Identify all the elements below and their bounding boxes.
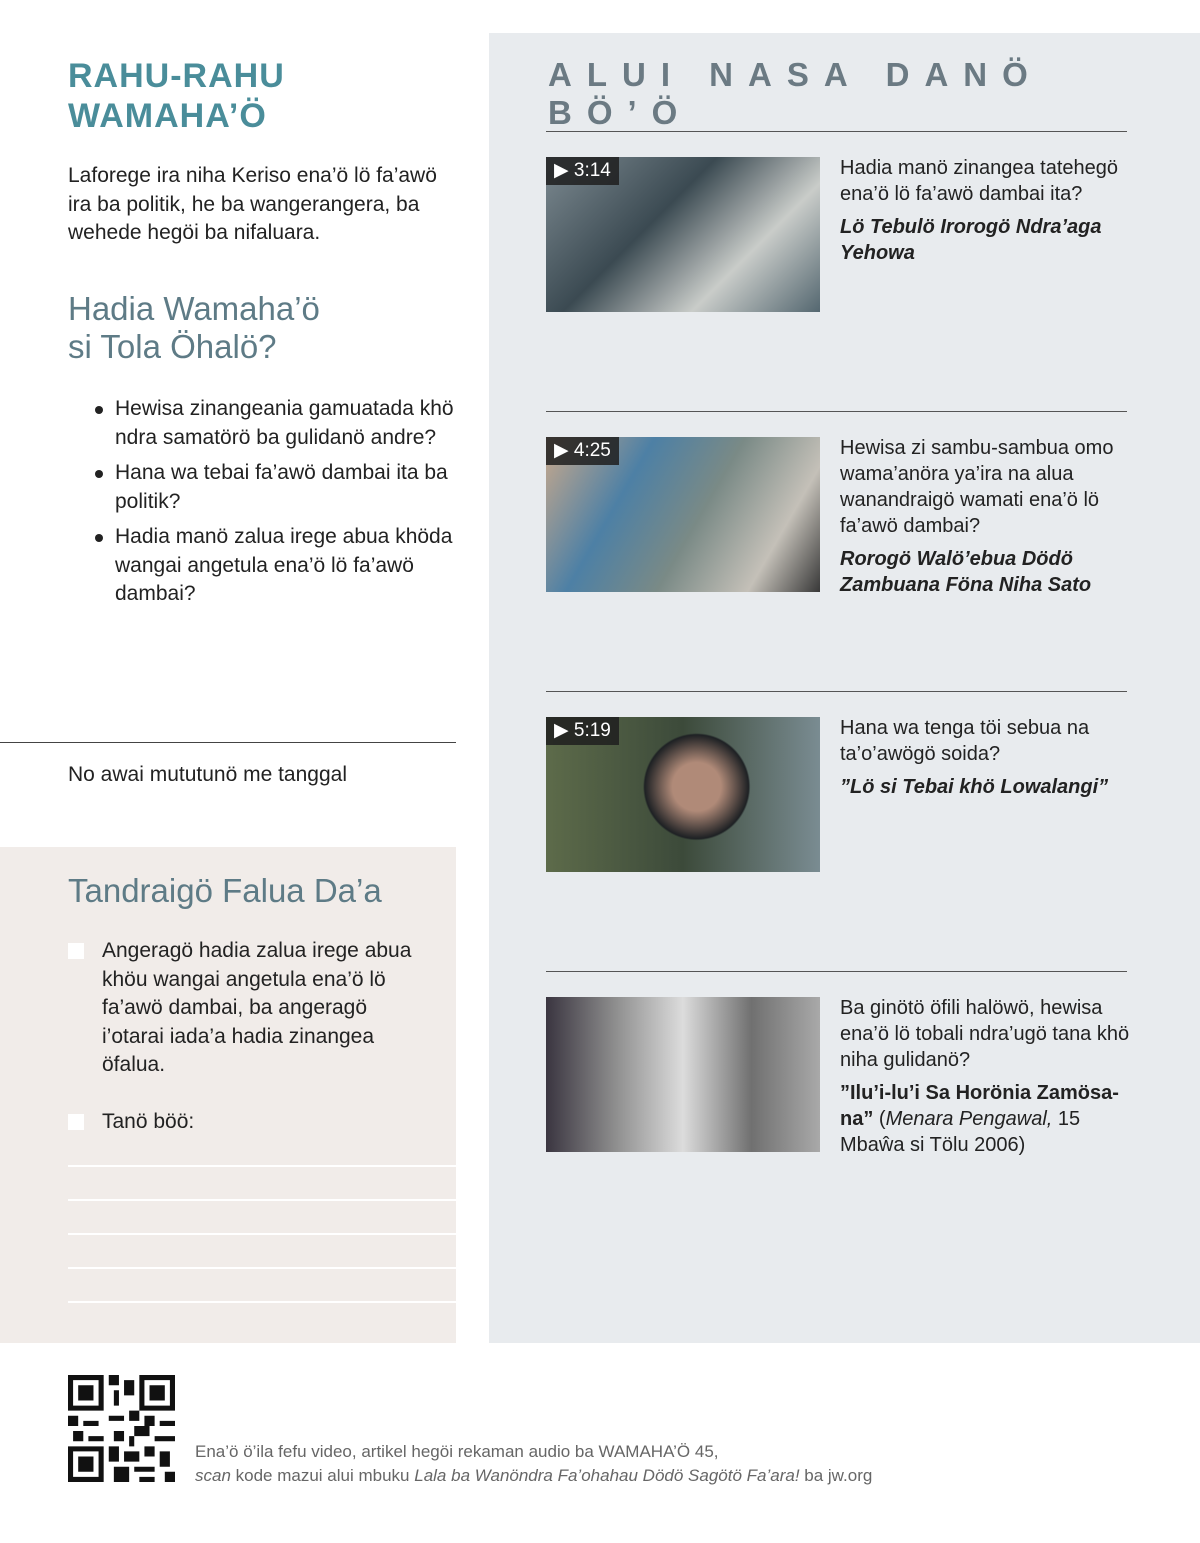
video-link[interactable]: Rorogö Walö’ebua Dödö Zambuana Föna Niha Sato (840, 548, 1092, 596)
video-duration: ▶ 3:14 (546, 157, 619, 185)
video-info (840, 155, 1130, 266)
intro-text: Laforege ira niha Keriso ena’ö lö fa’awö ira ba politik, he ba wangerangera, ba wehede hegöi ba nifaluara. (68, 164, 437, 244)
qr-code-icon[interactable] (68, 1375, 175, 1482)
footer-note (195, 1440, 872, 1488)
divider (546, 691, 1127, 692)
title-line: RAHU-RAHU (68, 57, 285, 95)
divider (546, 971, 1127, 972)
action-item: Angeragö hadia zalua irege abua khöu wangai angetula ena’ö lö fa’awö dambai, ba angeragö i’otarai iada’a hadia zinangea öfalua. (102, 939, 412, 1076)
write-line[interactable] (68, 1165, 456, 1167)
action-item: Tanö böö: (102, 1110, 195, 1133)
question-list (92, 395, 462, 616)
heading-line: si Tola Öhalö? (68, 328, 277, 365)
write-line[interactable] (68, 1301, 456, 1303)
video-link[interactable]: Lö Tebulö Irorogö Ndra’aga Yehowa (840, 216, 1102, 264)
divider (0, 742, 456, 743)
heading-line: Hadia Wamaha’ö (68, 290, 320, 327)
footer-line: Ena’ö ö’ila fefu video, artikel hegöi rekaman audio ba WAMAHA’Ö 45, (195, 1442, 719, 1461)
checkbox[interactable] (68, 943, 84, 959)
footer-line: scan kode mazui alui mbuku Lala ba Wanöndra Fa’ohahau Dödö Sagötö Fa’ara! ba jw.org (195, 1466, 873, 1485)
video-link[interactable]: ”Lö si Tebai khö Lowalangi” (840, 776, 1109, 798)
divider (546, 131, 1127, 132)
article-illustration (546, 997, 820, 1152)
section-heading (68, 290, 320, 366)
write-line[interactable] (68, 1267, 456, 1269)
title-line: WAMAHA’Ö (68, 97, 267, 135)
date-label: No awai mututunö me tanggal (68, 763, 347, 786)
write-line[interactable] (68, 1233, 456, 1235)
article-reference: ”Ilu’i-lu’i Sa Horönia Zamösana” (Menara Pengawal, 15 Mbaŵa si Tölu 2006) (840, 1082, 1119, 1156)
checkbox[interactable] (68, 1114, 84, 1130)
video-question: Hadia manö zinangea tatehegö ena’ö lö fa’awö dambai ita? (840, 157, 1118, 205)
question-item: Hana wa tebai fa’awö dambai ita ba politik? (92, 459, 462, 516)
video-thumbnail[interactable] (546, 717, 820, 872)
write-line[interactable] (68, 1199, 456, 1201)
article-question: Ba ginötö öfili halöwö, hewisa ena’ö lö tobali ndra’ugö tana khö niha gulidanö? (840, 997, 1130, 1071)
video-thumbnail[interactable] (546, 437, 820, 592)
question-item: Hewisa zinangeania gamuatada khö ndra samatörö ba gulidanö andre? (92, 395, 462, 452)
article-info (840, 995, 1130, 1158)
divider (546, 411, 1127, 412)
lesson-title (68, 56, 285, 136)
video-duration: ▶ 4:25 (546, 437, 619, 465)
jw-org-link[interactable]: ba jw.org (799, 1466, 873, 1485)
article-link[interactable]: ”Ilu’i-lu’i Sa Horönia Zamösana” (840, 1082, 1119, 1130)
video-duration: ▶ 5:19 (546, 717, 619, 745)
book-title: Lala ba Wanöndra Fa’ohahau Dödö Sagötö Fa’ara! (414, 1466, 800, 1485)
video-info (840, 435, 1130, 598)
video-info (840, 715, 1130, 800)
video-question: Hewisa zi sambu-sambua omo wama’anöra ya’ira na alua wanandraigö wamati ena’ö lö fa’awö dambai? (840, 437, 1114, 537)
video-thumbnail[interactable] (546, 157, 820, 312)
panel-title: ALUI NASA DANÖ BÖ’Ö (548, 56, 1043, 131)
video-question: Hana wa tenga töi sebua na ta’o’awögö soida? (840, 717, 1090, 765)
question-item: Hadia manö zalua irege abua khöda wangai angetula ena’ö lö fa’awö dambai? (92, 523, 462, 609)
action-heading: Tandraigö Falua Da’a (68, 872, 382, 909)
